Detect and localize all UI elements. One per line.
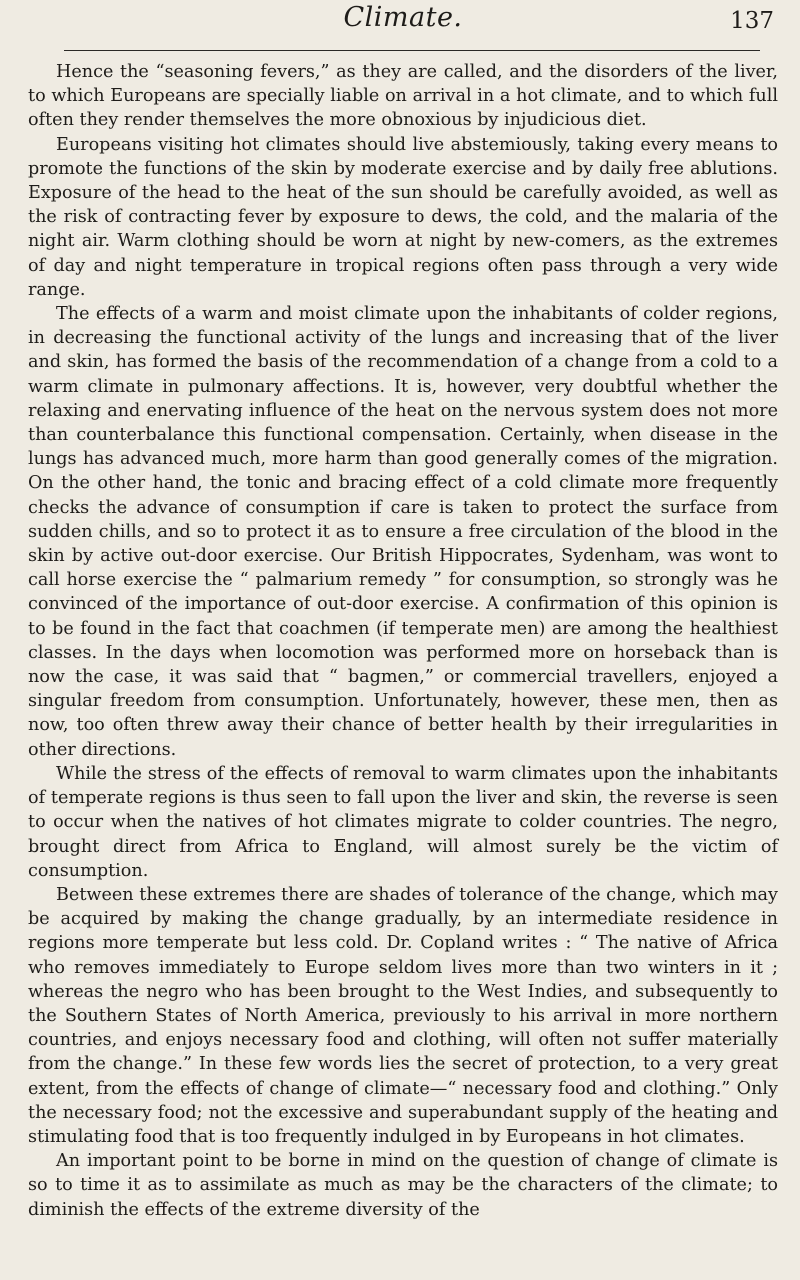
running-head [28,0,778,56]
page-number: 137 [730,8,774,34]
paragraph: An important point to be borne in mind on the question of change of climate is so to time it as to assimilate as much as may be the characters of the climate; to diminish the effects of the extreme diversity of the [28,1151,778,1220]
paragraph: While the stress of the effects of removal to warm climates upon the inhabitants of temperate regions is thus seen to fall upon the liver and skin, the reverse is seen to occur when the natives of hot climates migrate to colder countries. The negro, brought direct from Africa to England, will almost surely be the victim of consumption. [28,763,778,881]
paragraph: The effects of a warm and moist climate upon the inhabitants of colder regions, in decreasing the functional activity of the lungs and increasing that of the liver and skin, has formed the basis of the recommendation of a change from a cold to a warm climate in pulmonary affections. It is, however, very doubtful whether the relaxing and enervating influence of the heat on the nervous system does not more than counterbalance this functional compensation. Certainly, when disease in the lungs has advanced much, more harm than good generally comes of the migration. On the other hand, the tonic and bracing effect of a cold climate more frequently checks the advance of consumption if care is taken to protect the surface from sudden chills, and so to protect it as to ensure a free circulation of the blood in the skin by active out-door exercise. Our British Hippocrates, Sydenham, was wont to call horse exercise the “ palmarium remedy ” for consumption, so strongly was he convinced of the importance of out-door exercise. A confirmation of this opinion is to be found in the fact that coachmen (if temperate men) are among the healthiest classes. In the days when locomotion was performed more on horseback than is now the case, it was said that “ bagmen,” or commercial travellers, enjoyed a singular freedom from consumption. Unfortunately, however, these men, then as now, too often threw away their chance of better health by their irregularities in other directions. [28,304,778,760]
body-text [28,60,778,1222]
header-rule [64,50,760,51]
running-title: Climate. [343,2,463,33]
paragraph: Europeans visiting hot climates should live abstemiously, taking every means to promote the functions of the skin by moderate exercise and by daily free ablutions. Exposure of the head to the heat of the sun should be carefully avoided, as well as the risk of contracting fever by exposure to dews, the cold, and the malaria of the night air. Warm clothing should be worn at night by new-comers, as the extremes of day and night temperature in tropical regions often pass through a very wide range. [28,134,778,300]
paragraph: Hence the “seasoning fevers,” as they are called, and the disorders of the liver, to which Europeans are specially liable on arrival in a hot climate, and to which full often they render themselves the more obnoxious by injudicious diet. [28,62,778,131]
paragraph: Between these extremes there are shades of tolerance of the change, which may be acquired by making the change gradually, by an intermediate residence in regions more temperate but less cold. Dr. Copland writes : “ The native of Africa who removes immediately to Europe seldom lives more than two winters in it ; whereas the negro who has been brought to the West Indies, and subsequently to the Southern States of North America, previously to his arrival in more northern countries, and enjoys necessary food and clothing, will often not suffer materially from the change.” In these few words lies the secret of protection, to a very great extent, from the effects of change of climate—“ necessary food and clothing.” Only the necessary food; not the excessive and superabundant supply of the heating and stimulating food that is too frequently indulged in by Europeans in hot climates. [28,884,778,1147]
